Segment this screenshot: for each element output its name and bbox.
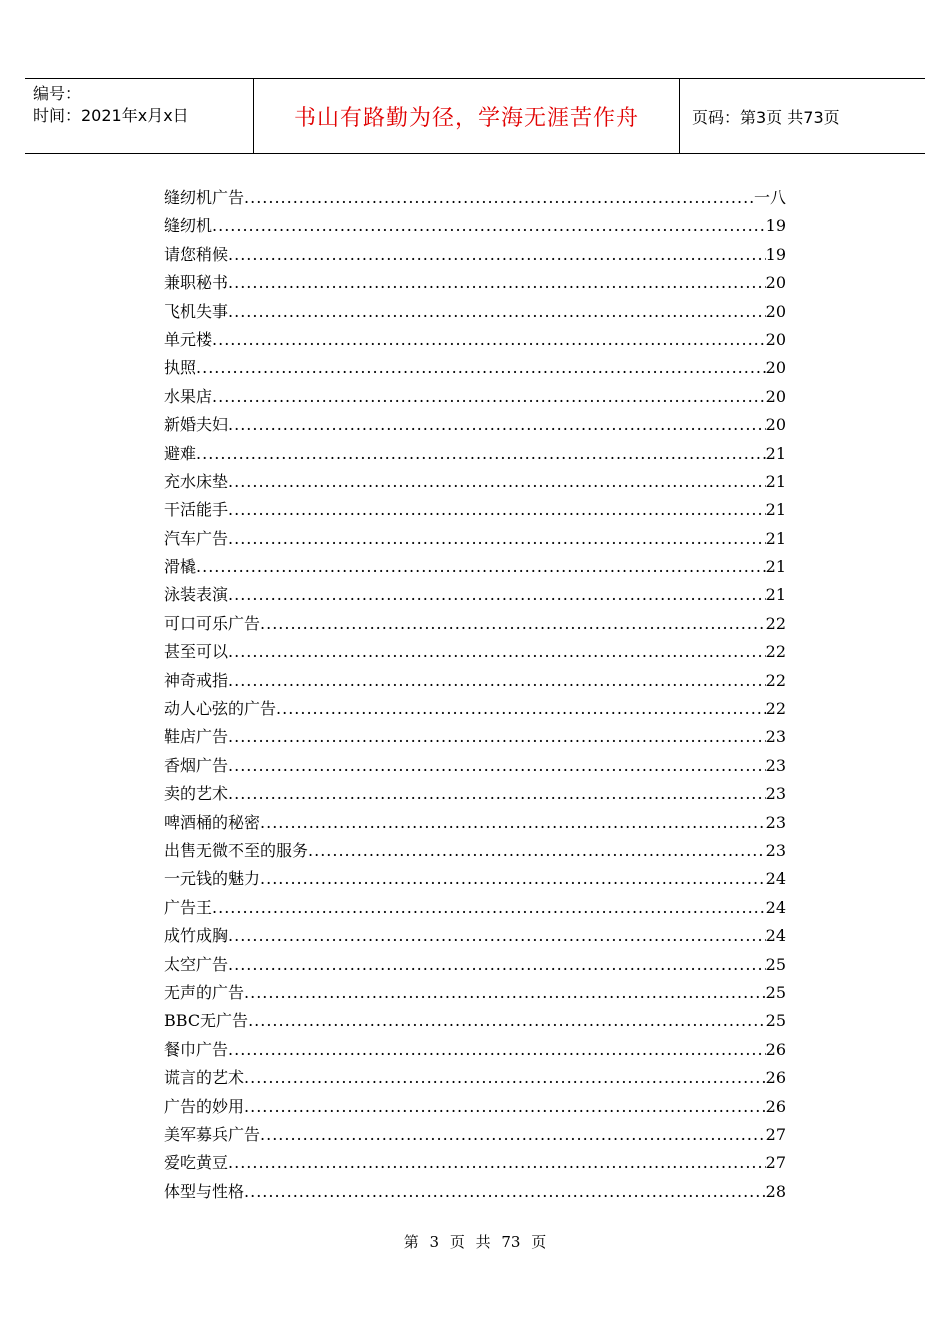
toc-entry-page: 一八 <box>753 188 786 207</box>
toc-entry-page: 20 <box>765 273 786 293</box>
toc-entry-title: 可口可乐广告 <box>164 613 261 633</box>
toc-entry[interactable] <box>164 269 786 297</box>
toc-entry[interactable] <box>164 212 786 240</box>
toc-entry[interactable] <box>164 951 786 979</box>
toc-entry-title: 水果店 <box>164 386 213 406</box>
toc-entry-title: 美军募兵广告 <box>164 1124 261 1144</box>
toc-entry[interactable] <box>164 610 786 638</box>
toc-entry-title: 神奇戒指 <box>164 670 229 690</box>
toc-dot-leader <box>212 894 766 922</box>
toc-dot-leader <box>228 922 766 950</box>
toc-entry[interactable] <box>164 241 786 269</box>
toc-dot-leader <box>228 638 766 666</box>
toc-dot-leader <box>212 383 766 411</box>
toc-entry-title: 爱吃黄豆 <box>164 1153 229 1173</box>
toc-dot-leader <box>212 326 766 354</box>
toc-entry-title: 缝纫机 <box>164 216 213 236</box>
toc-entry[interactable] <box>164 298 786 326</box>
toc-entry[interactable] <box>164 752 786 780</box>
toc-dot-leader <box>228 269 766 297</box>
toc-entry-page: 26 <box>765 1039 786 1059</box>
toc-entry-page: 25 <box>765 1011 786 1031</box>
page-header <box>25 78 925 154</box>
toc-dot-leader <box>228 1036 766 1064</box>
toc-entry-page: 27 <box>765 1124 786 1144</box>
toc-entry[interactable] <box>164 326 786 354</box>
toc-entry-title: 滑橇 <box>164 557 197 577</box>
toc-entry-title: 餐巾广告 <box>164 1039 229 1059</box>
toc-entry-page: 23 <box>765 784 786 804</box>
toc-dot-leader <box>308 837 766 865</box>
toc-entry-page: 20 <box>765 301 786 321</box>
toc-entry-page: 20 <box>765 415 786 435</box>
toc-dot-leader <box>228 752 766 780</box>
toc-entry-title: 甚至可以 <box>164 642 229 662</box>
toc-entry-title: 卖的艺术 <box>164 784 229 804</box>
toc-entry-page: 20 <box>765 358 786 378</box>
toc-entry-title: BBC无广告 <box>164 1011 249 1031</box>
toc-entry-page: 19 <box>765 244 786 264</box>
toc-entry-page: 25 <box>765 954 786 974</box>
toc-entry-page: 23 <box>765 812 786 832</box>
toc-entry-page: 20 <box>765 329 786 349</box>
toc-dot-leader <box>244 184 754 212</box>
toc-dot-leader <box>228 667 766 695</box>
toc-entry-page: 21 <box>765 528 786 548</box>
toc-entry[interactable] <box>164 468 786 496</box>
toc-dot-leader <box>244 979 766 1007</box>
toc-entry[interactable] <box>164 638 786 666</box>
document-time-label: 时间：2021年x月x日 <box>33 106 189 125</box>
toc-dot-leader <box>260 1121 766 1149</box>
toc-entry[interactable] <box>164 1036 786 1064</box>
toc-entry-title: 缝纫机广告 <box>164 188 245 207</box>
toc-dot-leader <box>228 411 766 439</box>
toc-entry-page: 22 <box>765 642 786 662</box>
toc-dot-leader <box>196 553 766 581</box>
toc-entry-title: 避难 <box>164 443 197 463</box>
toc-entry[interactable] <box>164 1178 786 1206</box>
page-footer: 第 3 页 共 73 页 <box>403 1233 547 1251</box>
toc-entry-page: 21 <box>765 585 786 605</box>
toc-entry-title: 请您稍候 <box>164 244 229 264</box>
toc-dot-leader <box>248 1007 766 1035</box>
toc-entry[interactable] <box>164 1064 786 1092</box>
toc-dot-leader <box>228 951 766 979</box>
toc-dot-leader <box>228 723 766 751</box>
toc-entry-title: 泳装表演 <box>164 585 229 605</box>
toc-entry[interactable] <box>164 922 786 950</box>
toc-entry[interactable] <box>164 695 786 723</box>
toc-entry-page: 24 <box>765 897 786 917</box>
toc-entry-title: 太空广告 <box>164 954 229 974</box>
toc-entry-title: 广告王 <box>164 897 213 917</box>
toc-dot-leader <box>260 809 766 837</box>
toc-entry-title: 一元钱的魅力 <box>164 869 261 889</box>
toc-entry-title: 成竹成胸 <box>164 926 229 946</box>
document-number-label: 编号： <box>33 84 82 103</box>
header-motto: 书山有路勤为径，学海无涯苦作舟 <box>254 79 680 153</box>
toc-dot-leader <box>228 581 766 609</box>
toc-dot-leader <box>228 496 766 524</box>
toc-entry-page: 21 <box>765 443 786 463</box>
toc-entry[interactable] <box>164 383 786 411</box>
toc-entry[interactable] <box>164 780 786 808</box>
toc-entry-title: 动人心弦的广告 <box>164 699 277 719</box>
toc-entry[interactable] <box>164 1121 786 1149</box>
toc-entry-page: 24 <box>765 869 786 889</box>
toc-entry-page: 22 <box>765 613 786 633</box>
toc-entry-page: 22 <box>765 670 786 690</box>
toc-entry[interactable] <box>164 837 786 865</box>
toc-entry-page: 19 <box>765 216 786 236</box>
toc-entry-page: 27 <box>765 1153 786 1173</box>
toc-entry-page: 26 <box>765 1096 786 1116</box>
toc-entry-page: 26 <box>765 1068 786 1088</box>
toc-dot-leader <box>244 1064 766 1092</box>
toc-entry[interactable] <box>164 184 786 212</box>
toc-dot-leader <box>196 354 766 382</box>
toc-entry[interactable] <box>164 1007 786 1035</box>
table-of-contents <box>164 184 786 1206</box>
toc-entry-title: 香烟广告 <box>164 755 229 775</box>
toc-entry[interactable] <box>164 809 786 837</box>
toc-dot-leader <box>228 468 766 496</box>
toc-dot-leader <box>196 440 766 468</box>
toc-dot-leader <box>260 865 766 893</box>
toc-entry-title: 执照 <box>164 358 197 378</box>
toc-entry-page: 21 <box>765 500 786 520</box>
toc-dot-leader <box>228 525 766 553</box>
toc-entry[interactable] <box>164 496 786 524</box>
toc-entry-page: 23 <box>765 755 786 775</box>
toc-entry[interactable] <box>164 1093 786 1121</box>
toc-entry[interactable] <box>164 440 786 468</box>
toc-dot-leader <box>244 1178 766 1206</box>
toc-dot-leader <box>276 695 766 723</box>
toc-entry-page: 21 <box>765 471 786 491</box>
toc-entry[interactable] <box>164 865 786 893</box>
toc-entry[interactable] <box>164 667 786 695</box>
toc-entry-title: 无声的广告 <box>164 982 245 1002</box>
toc-entry-page: 21 <box>765 557 786 577</box>
toc-entry-title: 干活能手 <box>164 500 229 520</box>
header-page-info: 页码：第3页 共73页 <box>692 107 840 127</box>
toc-dot-leader <box>260 610 766 638</box>
toc-entry-page: 25 <box>765 982 786 1002</box>
toc-entry-title: 汽车广告 <box>164 528 229 548</box>
header-meta <box>25 79 254 153</box>
toc-entry[interactable] <box>164 1149 786 1177</box>
toc-entry-page: 28 <box>765 1181 786 1201</box>
toc-entry-title: 啤酒桶的秘密 <box>164 812 261 832</box>
toc-entry-title: 鞋店广告 <box>164 727 229 747</box>
toc-entry-page: 20 <box>765 386 786 406</box>
toc-entry-title: 飞机失事 <box>164 301 229 321</box>
toc-entry-title: 兼职秘书 <box>164 273 229 293</box>
toc-dot-leader <box>228 1149 766 1177</box>
toc-entry-title: 充水床垫 <box>164 471 229 491</box>
toc-entry[interactable] <box>164 553 786 581</box>
toc-entry-title: 出售无微不至的服务 <box>164 840 309 860</box>
toc-entry-title: 体型与性格 <box>164 1181 245 1201</box>
toc-entry[interactable] <box>164 894 786 922</box>
toc-dot-leader <box>228 780 766 808</box>
toc-dot-leader <box>212 212 766 240</box>
toc-entry[interactable] <box>164 525 786 553</box>
toc-dot-leader <box>244 1093 766 1121</box>
toc-entry-page: 23 <box>765 727 786 747</box>
toc-entry-title: 单元楼 <box>164 329 213 349</box>
toc-dot-leader <box>228 241 766 269</box>
toc-entry-page: 22 <box>765 699 786 719</box>
toc-entry[interactable] <box>164 723 786 751</box>
toc-entry-page: 24 <box>765 926 786 946</box>
toc-entry[interactable] <box>164 354 786 382</box>
toc-entry-title: 谎言的艺术 <box>164 1068 245 1088</box>
toc-dot-leader <box>228 298 766 326</box>
toc-entry[interactable] <box>164 411 786 439</box>
toc-entry-page: 23 <box>765 840 786 860</box>
toc-entry[interactable] <box>164 581 786 609</box>
toc-entry-title: 广告的妙用 <box>164 1096 245 1116</box>
toc-entry[interactable] <box>164 979 786 1007</box>
toc-entry-title: 新婚夫妇 <box>164 415 229 435</box>
